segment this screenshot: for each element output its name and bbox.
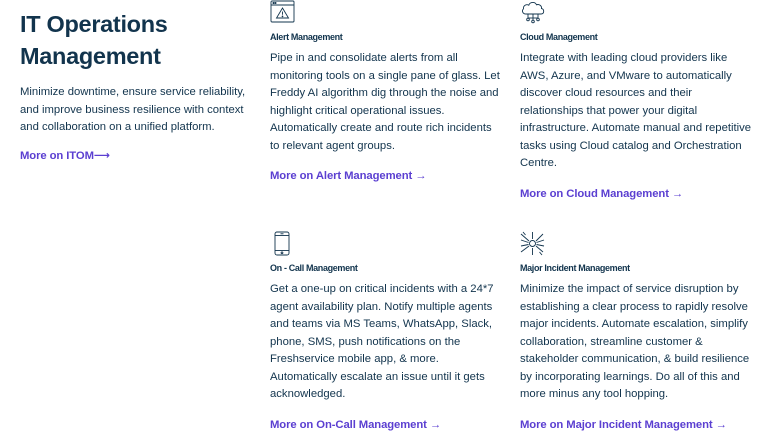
mobile-phone-icon: [270, 231, 502, 257]
more-on-alert-management-link[interactable]: More on Alert Management →: [270, 170, 427, 182]
card-description: Integrate with leading cloud providers like AWS, Azure, and VMware to automatically discover cloud resources and their relationships that power your digital infrastructure. Automate manual and repetitive tasks using Cloud catalog and Orchestration Centre.: [520, 52, 752, 169]
card-description: Pipe in and consolidate alerts from all monitoring tools on a single pane of glass. Let Freddy AI algorithm dig through the noise and highlight critical operational issues. Automatically create and route rich incidents to relevant agent groups.: [270, 52, 500, 152]
major-incident-icon: [520, 231, 752, 257]
itom-intro: [20, 8, 248, 164]
alert-window-icon: [270, 0, 502, 26]
card-description: Get a one-up on critical incidents with a 24*7 agent availability plan. Notify multiple agents and teams via MS Teams, WhatsApp, Slack, phone, SMS, push notifications on the Freshservice mobile app, & more. Automatically escalate an issue until it gets acknowledged.: [270, 283, 494, 400]
card-title: Major Incident Management: [520, 263, 630, 273]
intro-description: Minimize downtime, ensure service reliability, and improve business resilience with context and collaboration on a unified platform.: [20, 86, 246, 133]
card-description: Minimize the impact of service disruption by establishing a clear process to rapidly resolve major incidents. Automate escalation, simplify collaboration, streamline customer & stakeholder communication, & build resilience by incorporating learnings. Do all of this and more minus any tool hopping.: [520, 283, 750, 400]
cloud-management-card: [520, 0, 752, 202]
page-title: IT Operations Management: [20, 11, 168, 69]
more-on-cloud-management-link[interactable]: More on Cloud Management →: [520, 187, 684, 200]
more-on-itom-link[interactable]: More on ITOM⟶: [20, 149, 110, 162]
on-call-management-card: [270, 231, 502, 433]
more-on-major-incident-management-link[interactable]: More on Major Incident Management →: [520, 418, 727, 431]
card-title: Cloud Management: [520, 32, 598, 42]
card-title: On - Call Management: [270, 263, 358, 273]
major-incident-management-card: [520, 231, 752, 433]
alert-management-card: [270, 0, 502, 184]
more-on-on-call-management-link[interactable]: More on On-Call Management →: [270, 418, 442, 431]
cloud-network-icon: [520, 0, 752, 26]
card-title: Alert Management: [270, 32, 343, 42]
